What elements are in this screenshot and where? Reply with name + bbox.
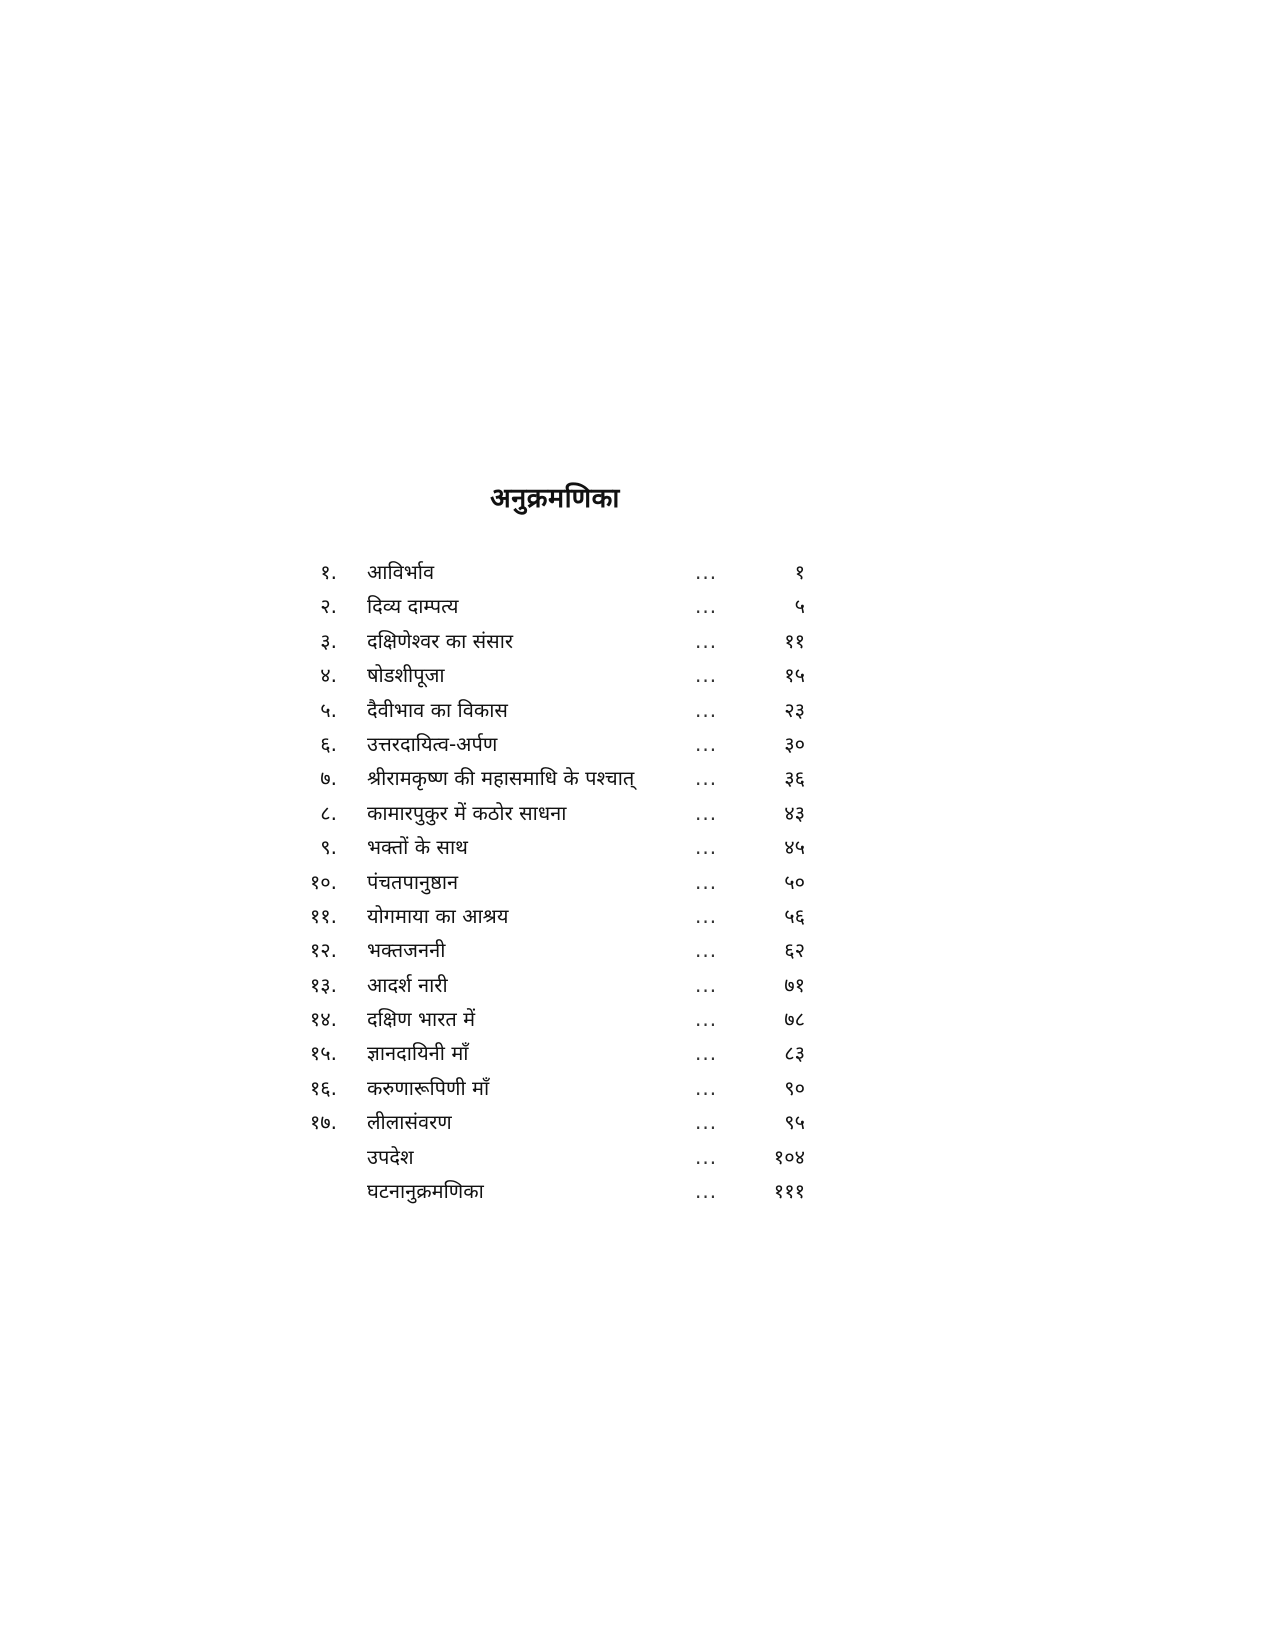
toc-entry-title: दक्षिणेश्वर का संसार bbox=[367, 628, 514, 653]
toc-entry-page: १५ bbox=[784, 663, 805, 688]
toc-entry bbox=[295, 555, 815, 589]
toc-entry-title: उत्तरदायित्व-अर्पण bbox=[367, 731, 498, 756]
toc-entry bbox=[295, 1105, 815, 1139]
toc-entry-title: दिव्य दाम्पत्य bbox=[367, 594, 459, 619]
toc-entry-title: घटनानुक्रमणिका bbox=[367, 1179, 484, 1204]
toc-entry-number: १२. bbox=[309, 938, 337, 963]
toc-entry-title: पंचतपानुष्ठान bbox=[367, 869, 459, 894]
toc-entry bbox=[295, 830, 815, 864]
toc-entry-leader: ... bbox=[695, 766, 718, 791]
toc-entry-page: २३ bbox=[784, 697, 805, 722]
toc-entry-page: ३६ bbox=[784, 766, 805, 791]
toc-entry-number: २. bbox=[320, 594, 337, 619]
toc-entry-page: ३० bbox=[784, 731, 805, 756]
toc-entry bbox=[295, 727, 815, 761]
toc-entry-page: १ bbox=[794, 560, 805, 584]
toc-entry-page: ९५ bbox=[784, 1110, 805, 1135]
toc-entry-number: १४. bbox=[309, 1007, 337, 1032]
toc-entry-title: षोडशीपूजा bbox=[367, 663, 445, 688]
toc-entry-number: १३. bbox=[309, 972, 337, 997]
toc-entry-title: दैवीभाव का विकास bbox=[367, 697, 508, 722]
toc-entry-number: १६. bbox=[309, 1075, 337, 1100]
toc-entry-leader: ... bbox=[695, 903, 718, 928]
toc-entry-page: ८३ bbox=[784, 1041, 805, 1066]
toc-entry-page: ५० bbox=[784, 869, 805, 894]
toc-entry-leader: ... bbox=[695, 1075, 718, 1100]
toc-entry-leader: ... bbox=[695, 560, 718, 584]
toc-entry-leader: ... bbox=[695, 835, 718, 860]
toc-entry bbox=[295, 658, 815, 692]
toc-entry-page: १११ bbox=[773, 1179, 805, 1204]
toc-entry bbox=[295, 761, 815, 795]
toc-entry bbox=[295, 1140, 815, 1174]
toc-entry-leader: ... bbox=[695, 663, 718, 688]
toc-entry bbox=[295, 693, 815, 727]
toc-entry bbox=[295, 1174, 815, 1208]
table-of-contents bbox=[295, 555, 815, 1208]
toc-entry bbox=[295, 968, 815, 1002]
toc-entry-title: ज्ञानदायिनी माँ bbox=[367, 1041, 469, 1066]
toc-entry-title: भक्तजननी bbox=[367, 938, 446, 963]
toc-entry-number: ४. bbox=[320, 663, 337, 688]
toc-entry-number: ११. bbox=[309, 903, 337, 928]
toc-entry-page: ५ bbox=[794, 594, 805, 619]
toc-entry bbox=[295, 1036, 815, 1070]
toc-entry-title: उपदेश bbox=[367, 1144, 414, 1169]
toc-entry-page: ७८ bbox=[784, 1007, 805, 1032]
toc-entry bbox=[295, 624, 815, 658]
toc-entry-number: १५. bbox=[309, 1041, 337, 1066]
toc-entry bbox=[295, 589, 815, 623]
toc-entry-page: १०४ bbox=[773, 1144, 805, 1169]
toc-entry-title: आविर्भाव bbox=[367, 560, 435, 584]
toc-entry-number: ७. bbox=[320, 766, 337, 791]
toc-entry-leader: ... bbox=[695, 1144, 718, 1169]
toc-entry-leader: ... bbox=[695, 628, 718, 653]
toc-entry-leader: ... bbox=[695, 594, 718, 619]
toc-entry-leader: ... bbox=[695, 800, 718, 825]
page-title: अनुक्रमणिका bbox=[490, 483, 620, 514]
toc-entry-number: ५. bbox=[320, 697, 337, 722]
toc-entry bbox=[295, 899, 815, 933]
toc-entry-page: ७१ bbox=[784, 972, 805, 997]
toc-entry-title: भक्तों के साथ bbox=[367, 835, 468, 860]
toc-entry bbox=[295, 933, 815, 967]
toc-entry-title: करुणारूपिणी माँ bbox=[367, 1075, 490, 1100]
toc-entry-number: १. bbox=[320, 560, 337, 584]
toc-entry-title: कामारपुकुर में कठोर साधना bbox=[367, 800, 567, 825]
toc-entry-title: योगमाया का आश्रय bbox=[367, 903, 509, 928]
toc-entry-page: ९० bbox=[784, 1075, 805, 1100]
toc-entry bbox=[295, 796, 815, 830]
toc-entry-leader: ... bbox=[695, 1041, 718, 1066]
toc-entry-leader: ... bbox=[695, 1007, 718, 1032]
toc-entry-page: ४५ bbox=[784, 835, 805, 860]
toc-entry bbox=[295, 1002, 815, 1036]
toc-entry-number: ८. bbox=[320, 800, 337, 825]
toc-entry-page: ५६ bbox=[784, 903, 805, 928]
toc-entry-leader: ... bbox=[695, 1110, 718, 1135]
toc-entry-number: १०. bbox=[309, 869, 337, 894]
toc-entry-number: ६. bbox=[320, 731, 337, 756]
toc-entry-leader: ... bbox=[695, 1179, 718, 1204]
toc-entry bbox=[295, 1071, 815, 1105]
toc-entry-page: ६२ bbox=[784, 938, 805, 963]
toc-entry-title: दक्षिण भारत में bbox=[367, 1007, 476, 1032]
toc-entry-leader: ... bbox=[695, 938, 718, 963]
toc-entry-title: आदर्श नारी bbox=[367, 972, 448, 997]
toc-entry-number: ३. bbox=[320, 628, 337, 653]
toc-entry-title: लीलासंवरण bbox=[367, 1110, 452, 1135]
toc-entry-leader: ... bbox=[695, 697, 718, 722]
toc-entry-title: श्रीरामकृष्ण की महासमाधि के पश्चात् bbox=[367, 766, 635, 791]
toc-entry-leader: ... bbox=[695, 869, 718, 894]
toc-entry-leader: ... bbox=[695, 972, 718, 997]
toc-entry-leader: ... bbox=[695, 731, 718, 756]
toc-entry-page: ११ bbox=[784, 628, 805, 653]
toc-entry-number: ९. bbox=[320, 835, 337, 860]
toc-entry-page: ४३ bbox=[784, 800, 805, 825]
toc-entry bbox=[295, 865, 815, 899]
toc-entry-number: १७. bbox=[309, 1110, 337, 1135]
